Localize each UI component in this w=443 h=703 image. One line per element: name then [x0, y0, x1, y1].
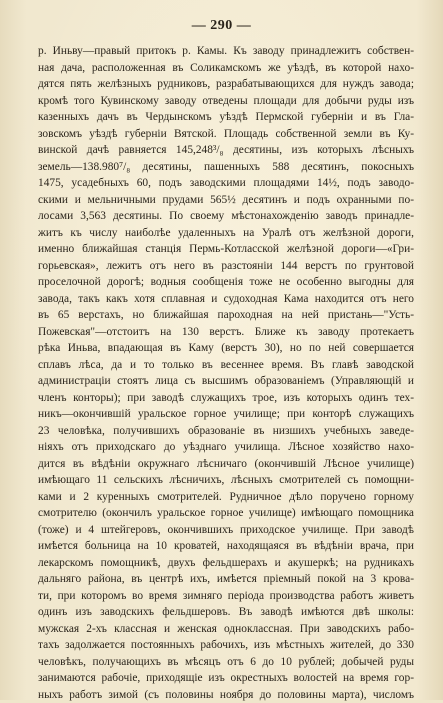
- text-line: имѣющаго 11 сельскихъ лѣсничихъ, лѣсныхъ смотрителей съ помощни-: [38, 472, 414, 489]
- text-line: 1475, усадебныхъ 60, подъ заводскими площадями 14½, подъ заводо-: [38, 175, 414, 192]
- text-line: никъ—окончившій уральское горное училище; при конторѣ служащихъ: [38, 406, 414, 423]
- text-line: завода, такъ какъ хотя сплавная и судоходная Кама находится отъ него: [38, 291, 414, 308]
- text-line: смотрителю (окончилъ уральское горное училище) имѣющаго помощника: [38, 505, 414, 522]
- text-line: лосами 3,563 десятины. По своему мѣстонахожденію заводъ принадле-: [38, 208, 414, 225]
- page-number: — 290 —: [0, 18, 443, 34]
- text-line: въ 65 верстахъ, но ближайшая пароходная на ней пристань—"Усть-: [38, 307, 414, 324]
- text-line: ныхъ работъ зимой (съ половины ноября до половины марта), числомъ: [38, 687, 414, 703]
- text-line: администраціи стоятъ лица съ высшимъ образованіемъ (Управляющій и: [38, 373, 414, 390]
- text-line: земель—138.980⁷/₈ десятины, пашенныхъ 588 десятинъ, покосныхъ: [38, 159, 414, 176]
- text-line: лекарскомъ помощникѣ, двухъ фельдшерахъ и акушеркѣ; на рудникахъ: [38, 555, 414, 572]
- text-line: Пожевская"—отстоитъ на 130 верстъ. Ближе къ заводу протекаетъ: [38, 324, 414, 341]
- text-line: (тоже) и 4 штейгеровъ, окончившихъ приходское училище. При заводѣ: [38, 522, 414, 539]
- text-line: дальняго района, въ центрѣ ихъ, имѣется пріемный покой на 3 крова-: [38, 571, 414, 588]
- text-line: тахъ задолжается постоянныхъ рабочихъ, изъ мѣстныхъ жителей, до 330: [38, 637, 414, 654]
- text-line: ками и 2 куренныхъ смотрителей. Рудничное дѣло поручено горному: [38, 489, 414, 506]
- text-line: кромѣ того Кувинскому заводу отведены площади для добычи руды изъ: [38, 93, 414, 110]
- text-line: казенныхъ дачъ въ Чердынскомъ уѣздѣ Пермской губерніи и въ Гла-: [38, 109, 414, 126]
- text-line: имѣется больница на 10 кроватей, находящаяся въ вѣдѣніи врача, при: [38, 538, 414, 555]
- text-line: мужская 2-хъ классная и женская одноклассная. При заводскихъ рабо-: [38, 621, 414, 638]
- text-line: 23 человѣка, получившихъ образованіе въ низшихъ учебныхъ заведе-: [38, 423, 414, 440]
- text-line: р. Иньву—правый притокъ р. Камы. Къ заводу принадлежитъ собствен-: [38, 43, 414, 60]
- text-line: житъ къ числу наиболѣе удаленныхъ на Уралѣ отъ желѣзной дороги,: [38, 225, 414, 242]
- text-line: зовскомъ уѣздѣ губерніи Вятской. Площадь собственной земли въ Ку-: [38, 126, 414, 143]
- text-line: рѣка Иньва, впадающая въ Каму (верстъ 30), но по ней совершается: [38, 340, 414, 357]
- text-line: горьевская», лежитъ отъ него въ разстояніи 144 верстъ по грунтовой: [38, 258, 414, 275]
- text-line: ти, при которомъ во время зимняго періода производства работъ живетъ: [38, 588, 414, 605]
- text-line: членъ конторы); при заводѣ служащихъ трое, изъ которыхъ одинъ тех-: [38, 390, 414, 407]
- text-line: дятся пять желѣзныхъ рудниковъ, разрабатывающихся для нуждъ завода;: [38, 76, 414, 93]
- text-line: проселочной дорогѣ; водныя сообщенія тоже не особенно выгодны для: [38, 274, 414, 291]
- text-line: дится въ вѣдѣніи окружнаго лѣсничаго (окончившій Лѣсное училище): [38, 456, 414, 473]
- text-line: сплавъ лѣса, да и то только въ весеннее время. Въ главѣ заводской: [38, 357, 414, 374]
- text-line: именно ближайшая станція Пермь-Котласской желѣзной дороги—«Гри-: [38, 241, 414, 258]
- text-line: человѣкъ, получающихъ въ мѣсяцъ отъ 6 до 10 рублей; добычей руды: [38, 654, 414, 671]
- text-line: занимаются рабочіе, приходящіе изъ окрестныхъ волостей на время гор-: [38, 670, 414, 687]
- text-line: скими и мельничными прудами 565½ десятинъ и подъ охранными по-: [38, 192, 414, 209]
- text-line: одинъ изъ заводскихъ фельдшеровъ. Въ заводѣ имѣются двѣ школы:: [38, 604, 414, 621]
- text-line: ная дача, расположенная въ Соликамскомъ же уѣздѣ, въ которой нахо-: [38, 60, 414, 77]
- text-line: винской дачѣ равняется 145,248³/₈ десятины, изъ которыхъ лѣсныхъ: [38, 142, 414, 159]
- text-line: ніяхъ отъ приходскаго до уѣзднаго училища. Лѣсное хозяйство нахо-: [38, 439, 414, 456]
- body-text: [38, 43, 414, 703]
